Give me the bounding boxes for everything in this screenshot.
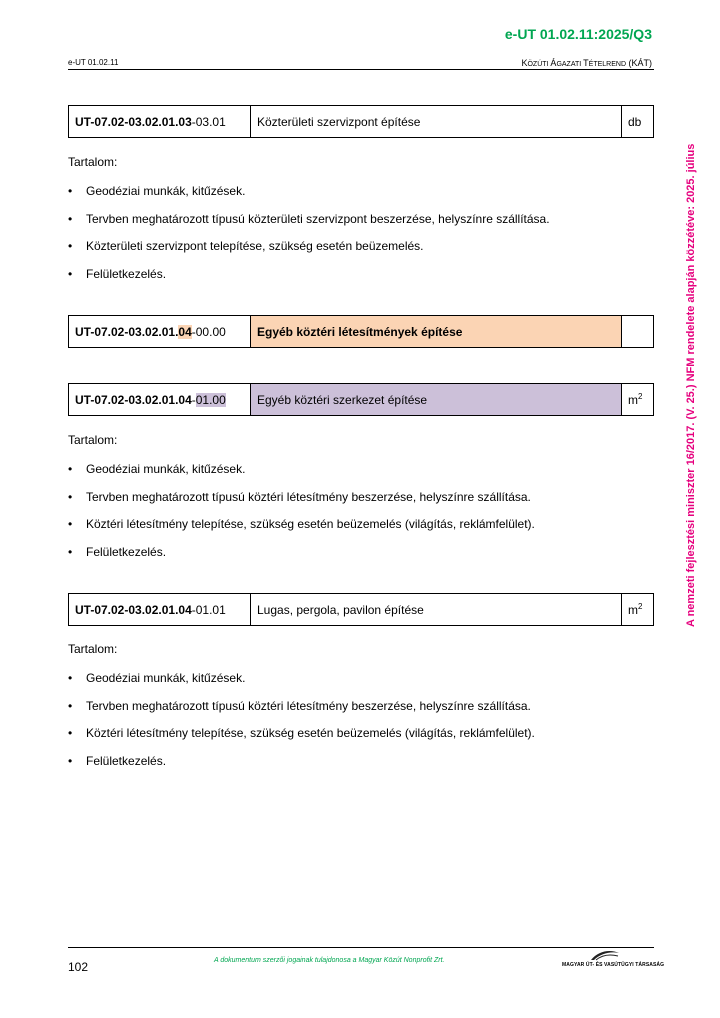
item-content [68,433,654,572]
item-content [68,155,654,294]
side-publication-note: A nemzeti fejlesztési miniszter 16/2017. (V. 25.) NFM rendelete alapján közzétéve: 2025. július [685,143,697,627]
document-code: e-UT 01.02.11:2025/Q3 [504,26,652,42]
group-table [68,315,654,348]
list-item: • Tervben meghatározott típusú köztéri létesítmény beszerzése, helyszínre szállítása. [68,490,654,504]
item-title: Egyéb köztéri szerkezet építése [251,384,622,416]
item-title: Közterületi szervizpont építése [251,106,622,138]
list-item: • Közterületi szervizpont telepítése, szükség esetén beüzemelés. [68,239,654,253]
item-row [69,106,654,138]
item-content [68,642,654,781]
item-table [68,593,654,626]
content-label: Tartalom: [68,642,118,656]
copyright-note: A dokumentum szerzői jogainak tulajdonosa a Magyar Közút Nonprofit Zrt. [214,957,445,964]
item-unit: db [622,106,654,138]
item-unit: $m^2$ [622,384,654,416]
content-label: Tartalom: [68,155,118,169]
association-logo [562,948,665,972]
list-item: • Felületkezelés. [68,545,654,559]
item-row [69,594,654,626]
list-item: • Köztéri létesítmény telepítése, szükség esetén beüzemelés (világítás, reklámfelület). [68,517,654,531]
item-code: UT-07.02-03.02.01.03-03.01 [69,106,251,138]
list-item: • Köztéri létesítmény telepítése, szükség esetén beüzemelés (világítás, reklámfelület). [68,726,654,740]
content-list [68,462,654,559]
list-item: • Geodéziai munkák, kitűzések. [68,462,654,476]
item-row [69,384,654,416]
group-code: UT-07.02-03.02.01.04-00.00 [69,316,251,348]
list-item: • Felületkezelés. [68,754,654,768]
list-item: • Geodéziai munkák, kitűzések. [68,671,654,685]
logo-text: MAGYAR ÚT- ÉS VASÚTÜGYI TÁRSASÁG [562,962,665,968]
item-title: Lugas, pergola, pavilon építése [251,594,622,626]
content-list [68,184,654,281]
content-label: Tartalom: [68,433,118,447]
group-title: Egyéb köztéri létesítmények építése [251,316,622,348]
item-code: UT-07.02-03.02.01.04-01.01 [69,594,251,626]
header-divider [68,69,654,70]
list-item: • Geodéziai munkák, kitűzések. [68,184,654,198]
page-number: 102 [68,960,89,974]
content-list [68,671,654,768]
list-item: • Tervben meghatározott típusú köztéri létesítmény beszerzése, helyszínre szállítása. [68,699,654,713]
header-right-text: KÖZÚTI ÁGAZATI TÉTELREND (KÁT) [521,58,652,68]
group-row [69,316,654,348]
item-unit: $m^2$ [622,594,654,626]
list-item: • Felületkezelés. [68,267,654,281]
item-table [68,105,654,138]
item-code: UT-07.02-03.02.01.04-01.00 [69,384,251,416]
header-left-text: e-UT 01.02.11 [68,58,119,67]
list-item: • Tervben meghatározott típusú közterületi szervizpont beszerzése, helyszínre szállítása. [68,212,654,226]
group-unit [622,316,654,348]
item-table [68,383,654,416]
logo-swoosh-icon [590,949,620,961]
